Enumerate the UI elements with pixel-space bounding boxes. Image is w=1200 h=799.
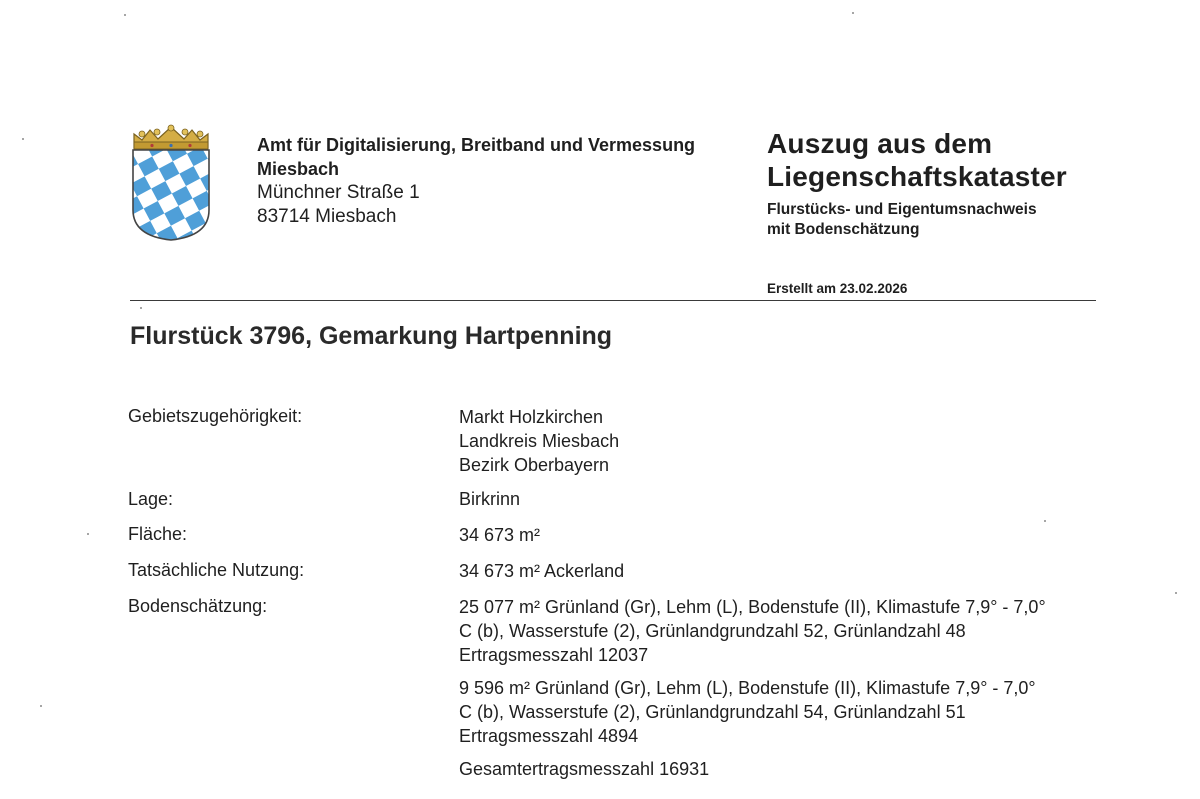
scan-speck [87,533,89,535]
value-gebietszugehoerigkeit [459,405,1109,477]
document-subtitle-line1: Flurstücks- und Eigentumsnachweis [767,201,1037,218]
authority-name: Amt für Digitalisierung, Breitband und Vermessung [257,135,696,155]
header-divider [130,300,1096,301]
value-bezirk: Bezirk Oberbayern [459,455,610,475]
document-subtitle [767,200,1187,240]
scan-speck [40,705,42,707]
authority-name-city: Miesbach [257,159,340,179]
bodenschaetzung-2-line-2: C (b), Wasserstufe (2), Grünlandgrundzahl 54, Grünlandzahl 51 [459,702,966,722]
label-lage: Lage: [128,489,174,509]
scan-speck [852,12,854,14]
bodenschaetzung-1-line-2: C (b), Wasserstufe (2), Grünlandgrundzahl 52, Grünlandzahl 48 [459,621,966,641]
authority-address [257,133,747,229]
scan-speck [1044,520,1046,522]
document-title-block [767,127,1187,240]
parcel-heading: Flurstück 3796, Gemarkung Hartpenning [130,322,613,350]
label-bodenschaetzung: Bodenschätzung: [128,596,268,616]
bodenschaetzung-2-line-1: 9 596 m² Grünland (Gr), Lehm (L), Bodenstufe (II), Klimastufe 7,9° - 7,0° [459,678,1036,698]
bodenschaetzung-1-line-1: 25 077 m² Grünland (Gr), Lehm (L), Bodenstufe (II), Klimastufe 7,9° - 7,0° [459,597,1046,617]
value-tatsaechliche-nutzung: 34 673 m² Ackerland [459,561,625,581]
scan-speck [22,138,24,140]
label-gebietszugehoerigkeit: Gebietszugehörigkeit: [128,406,303,426]
value-gesamtertragsmesszahl: Gesamtertragsmesszahl 16931 [459,759,710,779]
crown-icon [134,125,208,149]
label-tatsaechliche-nutzung: Tatsächliche Nutzung: [128,560,305,580]
value-gemeinde: Markt Holzkirchen [459,407,604,427]
scan-speck [1175,592,1177,594]
document-title-line2: Liegenschaftskataster [767,161,1067,192]
value-landkreis: Landkreis Miesbach [459,431,620,451]
bodenschaetzung-1-line-3: Ertragsmesszahl 12037 [459,645,649,665]
creation-date: Erstellt am 23.02.2026 [767,281,908,296]
label-flaeche: Fläche: [128,524,188,544]
value-bodenschaetzung-block-2 [459,676,1109,748]
value-flaeche: 34 673 m² [459,525,541,545]
bodenschaetzung-2-line-3: Ertragsmesszahl 4894 [459,726,639,746]
scan-speck [124,14,126,16]
bavarian-coat-of-arms-icon [128,124,214,242]
document-title-line1: Auszug aus dem [767,128,993,159]
authority-street: Münchner Straße 1 [257,182,420,203]
value-bodenschaetzung-block-1 [459,595,1109,667]
document-subtitle-line2: mit Bodenschätzung [767,221,920,238]
scan-speck [140,307,142,309]
value-lage: Birkrinn [459,489,521,509]
authority-city: 83714 Miesbach [257,206,397,227]
